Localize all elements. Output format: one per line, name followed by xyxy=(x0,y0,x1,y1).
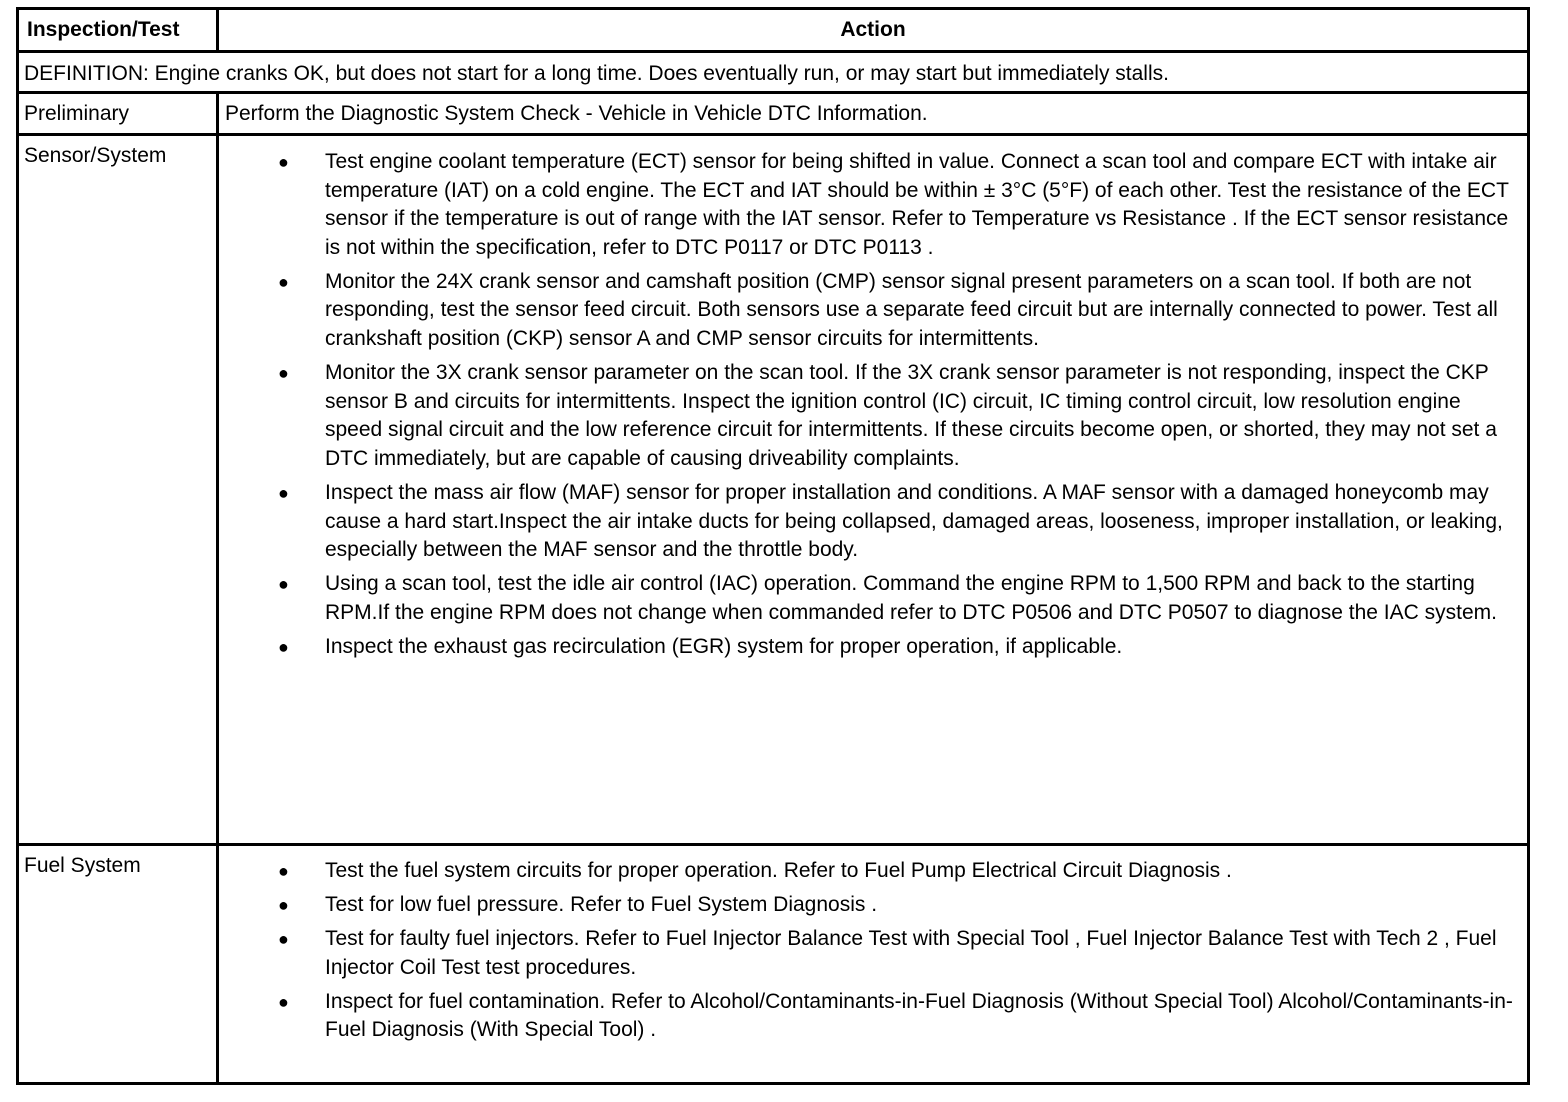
fuel-system-action-cell xyxy=(219,846,1527,1082)
list-item xyxy=(274,925,1517,982)
bullet-icon: ● xyxy=(278,152,289,172)
fuel-system-label: Fuel System xyxy=(24,854,141,877)
bullet-icon: ● xyxy=(278,637,289,657)
preliminary-row xyxy=(19,94,1527,136)
sensor-system-row xyxy=(19,136,1527,846)
sensor-system-list xyxy=(274,148,1517,667)
bullet-icon: ● xyxy=(278,483,289,504)
bullet-icon: ● xyxy=(278,929,289,950)
preliminary-action: Perform the Diagnostic System Check - Vehicle in Vehicle DTC Information. xyxy=(225,102,928,125)
header-action-label: Action xyxy=(840,18,906,41)
list-item-text: Monitor the 3X crank sensor parameter on the scan tool. If the 3X crank sensor parameter is not responding, inspect the CKP sensor B and circuits for intermittents. Inspect the ignition control (IC) circuit, IC timing control circuit, low resolution engine speed signal circuit and the low reference circuit for intermittents. If these circuits become open, or shorted, they may not set a DTC immediately, but are capable of causing driveability complaints. xyxy=(325,361,1497,470)
list-item xyxy=(274,479,1517,565)
list-item-text: Inspect the exhaust gas recirculation (EGR) system for proper operation, if applicable. xyxy=(325,635,1123,658)
list-item-text: Test engine coolant temperature (ECT) sensor for being shifted in value. Connect a scan tool and compare ECT with intake air temperature (IAT) on a cold engine. The ECT and IAT should be within ± 3°C (5°F) of each other. Test the resistance of the ECT sensor if the temperature is out of range with the IAT sensor. Refer to Temperature vs Resistance . If the ECT sensor resistance is not within the specification, refer to DTC P0117 or DTC P0113 . xyxy=(325,150,1509,259)
list-item xyxy=(274,988,1517,1045)
definition-row xyxy=(19,53,1527,94)
list-item xyxy=(274,570,1517,627)
sensor-system-label-cell xyxy=(19,136,219,843)
header-cell-action xyxy=(219,10,1527,50)
list-item-text: Test for low fuel pressure. Refer to Fuel System Diagnosis . xyxy=(325,893,878,917)
preliminary-action-cell xyxy=(219,94,1527,133)
list-item xyxy=(274,857,1517,886)
bullet-icon: ● xyxy=(278,363,289,384)
definition-text: DEFINITION: Engine cranks OK, but does not start for a long time. Does eventually run, or may start but immediately stalls. xyxy=(24,62,1169,85)
list-item-text: Inspect the mass air flow (MAF) sensor for proper installation and conditions. A MAF sensor with a damaged honeycomb may cause a hard start.Inspect the air intake ducts for being collapsed, damaged areas, looseness, improper installation, or leaking, especially between the MAF sensor and the throttle body. xyxy=(325,481,1503,562)
list-item-text: Monitor the 24X crank sensor and camshaft position (CMP) sensor signal present parameters on a scan tool. If both are not responding, test the sensor feed circuit. Both sensors use a separate feed circuit but are internally connected to power. Test all crankshaft position (CKP) sensor A and CMP sensor circuits for intermittents. xyxy=(325,269,1498,351)
bullet-icon: ● xyxy=(278,574,289,595)
header-inspection-label: Inspection/Test xyxy=(27,18,180,41)
list-item xyxy=(274,148,1517,262)
preliminary-label: Preliminary xyxy=(24,102,130,125)
fuel-system-list xyxy=(274,857,1517,1051)
sensor-system-action-cell xyxy=(219,136,1527,843)
list-item xyxy=(274,359,1517,473)
preliminary-label-cell xyxy=(19,94,219,133)
fuel-system-label-cell xyxy=(19,846,219,1082)
list-item xyxy=(274,891,1517,920)
fuel-system-row xyxy=(19,846,1527,1082)
diagnostic-table xyxy=(16,7,1530,1085)
list-item-text: Test the fuel system circuits for proper operation. Refer to Fuel Pump Electrical Circuit Diagnosis . xyxy=(325,859,1232,882)
bullet-icon: ● xyxy=(278,991,289,1012)
list-item-text: Test for faulty fuel injectors. Refer to Fuel Injector Balance Test with Special Tool , Fuel Injector Balance Test with Tech 2 , Fuel Injector Coil Test test procedures. xyxy=(325,927,1497,979)
list-item-text: Using a scan tool, test the idle air control (IAC) operation. Command the engine RPM to 1,500 RPM and back to the starting RPM.If the engine RPM does not change when commanded refer to DTC P0506 and DTC P0507 to diagnose the IAC system. xyxy=(325,572,1497,624)
table-header-row xyxy=(19,10,1527,53)
header-cell-inspection xyxy=(19,10,219,50)
bullet-icon: ● xyxy=(278,861,289,881)
list-item xyxy=(274,268,1517,354)
bullet-icon: ● xyxy=(278,895,289,916)
list-item xyxy=(274,633,1517,662)
sensor-system-label: Sensor/System xyxy=(24,144,167,167)
bullet-icon: ● xyxy=(278,271,289,292)
list-item-text: Inspect for fuel contamination. Refer to Alcohol/Contaminants-in-Fuel Diagnosis (Without Special Tool) Alcohol/Contaminants-in-Fuel Diagnosis (With Special Tool) . xyxy=(325,989,1513,1042)
